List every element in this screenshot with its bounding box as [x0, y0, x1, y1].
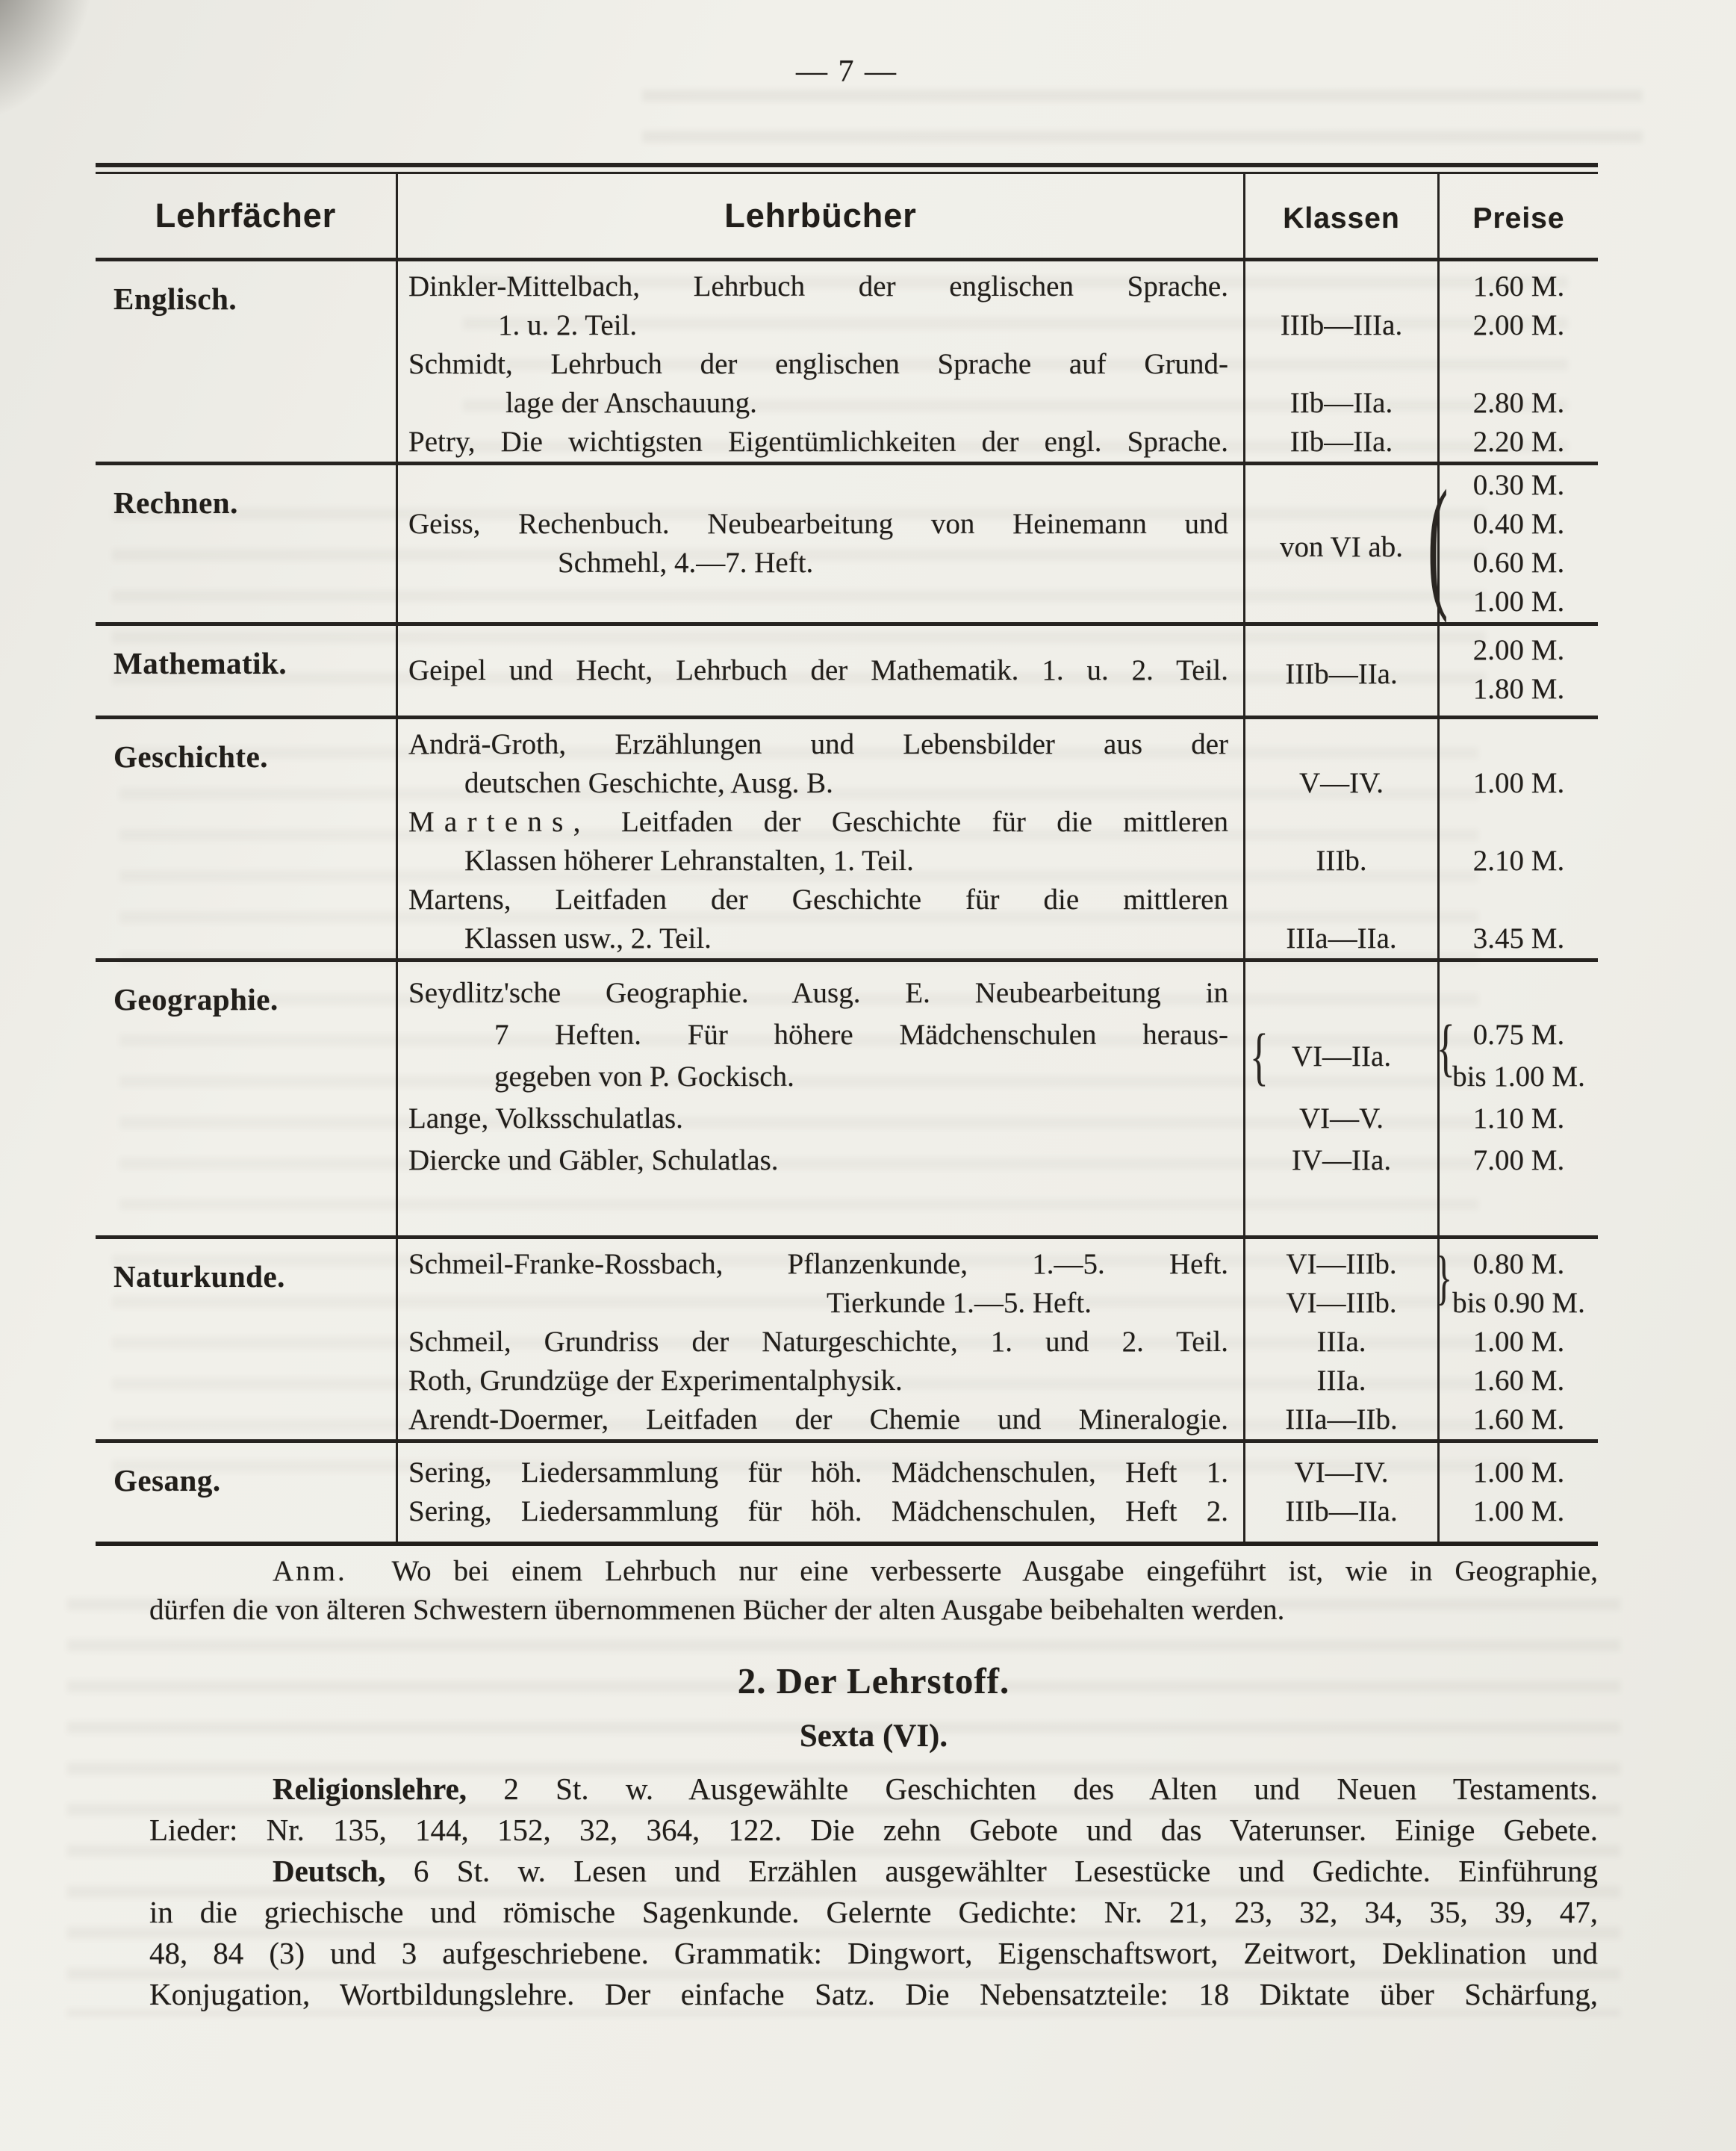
book-line: Geiss, Rechenbuch. Neubearbeitung von Heinemann und [408, 508, 1228, 540]
price-value: 1.60 M. [1472, 1403, 1565, 1435]
class-value: VI—V. [1298, 1102, 1384, 1135]
classes-cell [1243, 465, 1437, 622]
price-value: 0.30 M. [1472, 469, 1565, 501]
price-value: bis 1.00 M. [1452, 1061, 1585, 1093]
price-value: 0.75 M. [1472, 1019, 1565, 1051]
book-line: 1. u. 2. Teil. [498, 309, 638, 341]
book-line: Sering, Liedersammlung für höh. Mädchenschulen, Heft 1. [408, 1456, 1228, 1489]
book-line: Sering, Liedersammlung für höh. Mädchenschulen, Heft 2. [408, 1495, 1228, 1527]
price-value: 2.20 M. [1472, 426, 1565, 458]
table-header-row [96, 174, 1598, 258]
book-line: Schmeil-Franke-Rossbach, Pflanzenkunde, 1.—5. Heft. [408, 1248, 1228, 1280]
books-cell [396, 626, 1243, 716]
class-value: IIIa. [1316, 1326, 1366, 1358]
book-line: Arendt-Doermer, Leitfaden der Chemie und Mineralogie. [408, 1403, 1228, 1435]
price-group-brace-icon: } [1435, 1245, 1453, 1311]
section-subheading: Sexta (VI). [799, 1719, 948, 1754]
class-value: IIIb—IIIa. [1280, 309, 1403, 341]
price-value: 3.45 M. [1472, 922, 1565, 955]
book-line: Martens, Leitfaden der Geschichte für die mittleren [408, 806, 1229, 838]
price-value: 7.00 M. [1472, 1144, 1565, 1176]
deutsch-line: Konjugation, Wortbildungslehre. Der einfache Satz. Die Nebensatzteile: 18 Diktate über Schärfung, [149, 1977, 1598, 2011]
class-value: VI—IIIb. [1286, 1248, 1397, 1280]
book-line: Petry, Die wichtigsten Eigentümlichkeiten der engl. Sprache. [408, 426, 1228, 458]
table-row-gesang [96, 1443, 1598, 1542]
price-value: 1.60 M. [1472, 270, 1565, 302]
column-header-lehrfaecher: Lehrfächer [155, 196, 337, 235]
class-value: IV—IIa. [1291, 1144, 1392, 1176]
classes-cell [1243, 719, 1437, 958]
book-line: Seydlitz'sche Geographie. Ausg. E. Neubearbeitung in [408, 977, 1228, 1009]
column-header-preise: Preise [1437, 174, 1598, 258]
subject-cell: Geschichte. [113, 739, 269, 774]
subject-cell: Mathematik. [113, 646, 287, 680]
price-value: bis 0.90 M. [1452, 1287, 1585, 1319]
subject-cell: Gesang. [113, 1463, 221, 1497]
prices-cell [1437, 719, 1598, 958]
price-value: 1.00 M. [1472, 1495, 1565, 1527]
price-value: 2.10 M. [1472, 845, 1565, 877]
lehrstoff-body [149, 1769, 1598, 2015]
book-line: deutschen Geschichte, Ausg. B. [464, 767, 833, 799]
book-line: Roth, Grundzüge der Experimentalphysik. [408, 1365, 903, 1397]
price-value: 2.00 M. [1472, 309, 1565, 341]
books-cell [396, 719, 1243, 958]
book-line: Tierkunde 1.—5. Heft. [827, 1287, 1092, 1319]
price-value: 1.00 M. [1472, 586, 1565, 618]
religionslehre-line: Lieder: Nr. 135, 144, 152, 32, 364, 122. Die zehn Gebote und das Vaterunser. Einige Gebete. [149, 1813, 1598, 1847]
book-line: Dinkler-Mittelbach, Lehrbuch der englischen Sprache. [408, 270, 1228, 302]
scan-corner-shadow [0, 0, 93, 118]
book-line: Martens, Leitfaden der Geschichte für die mittleren [408, 884, 1228, 916]
price-value: 1.80 M. [1472, 673, 1565, 705]
classes-cell [1243, 1443, 1437, 1542]
price-value: 1.10 M. [1472, 1102, 1565, 1135]
classes-cell [1243, 261, 1437, 462]
table-row-geschichte [96, 719, 1598, 958]
religionslehre-line: Religionslehre, 2 St. w. Ausgewählte Geschichten des Alten und Neuen Testaments. [273, 1772, 1599, 1806]
bleedthrough-artifact [642, 90, 1643, 172]
price-value: 0.40 M. [1472, 508, 1565, 540]
prices-cell [1428, 460, 1598, 624]
page-number: — 7 — [796, 55, 897, 89]
price-value: 0.60 M. [1472, 547, 1565, 579]
classes-cell [1243, 1239, 1437, 1439]
prices-cell [1437, 626, 1598, 716]
books-cell [396, 962, 1243, 1235]
table-row-naturkunde [96, 1239, 1598, 1439]
books-cell [396, 1443, 1243, 1542]
classes-cell [1243, 626, 1437, 716]
book-line: Andrä-Groth, Erzählungen und Lebensbilder aus der [408, 728, 1228, 760]
classes-cell [1243, 962, 1437, 1235]
column-header-klassen: Klassen [1243, 174, 1437, 258]
deutsch-line: Deutsch, 6 St. w. Lesen und Erzählen ausgewählter Lesestücke und Gedichte. Einführung [273, 1854, 1599, 1888]
price-group-brace-icon: ( [1428, 460, 1449, 624]
deutsch-line: in die griechische und römische Sagenkunde. Gelernte Gedichte: Nr. 21, 23, 32, 34, 35, 39, 47, [149, 1895, 1598, 1929]
textbook-table [96, 163, 1598, 1546]
price-value: 1.60 M. [1472, 1365, 1565, 1397]
column-header-lehrbuecher: Lehrbücher [396, 174, 1243, 258]
class-group-brace-icon: { [1250, 1020, 1269, 1092]
prices-cell [1437, 1239, 1598, 1439]
book-line: Schmidt, Lehrbuch der englischen Sprache auf Grund- [408, 348, 1228, 380]
footnote-paragraph [149, 1552, 1598, 1630]
class-value: IIIa—IIa. [1286, 922, 1397, 955]
footnote-line: dürfen die von älteren Schwestern übernommenen Bücher der alten Ausgabe beibehalten werden. [149, 1594, 1285, 1626]
book-line: Geipel und Hecht, Lehrbuch der Mathematik. 1. u. 2. Teil. [408, 654, 1228, 686]
price-group-brace-icon: { [1437, 1011, 1455, 1083]
class-group [1245, 1014, 1437, 1098]
table-row-englisch [96, 261, 1598, 462]
books-cell [396, 465, 1243, 622]
deutsch-label: Deutsch, [273, 1854, 386, 1888]
books-cell [396, 1239, 1243, 1439]
religionslehre-label: Religionslehre, [273, 1772, 467, 1806]
subject-cell: Geographie. [113, 982, 279, 1016]
subject-cell: Englisch. [113, 282, 237, 316]
price-value: 2.00 M. [1472, 634, 1565, 666]
class-value: IIb—IIa. [1289, 426, 1393, 458]
deutsch-line: 48, 84 (3) und 3 aufgeschriebene. Grammatik: Dingwort, Eigenschaftswort, Zeitwort, Deklination und [149, 1936, 1598, 1970]
class-value: VI—IV. [1294, 1456, 1389, 1489]
class-value: IIIb—IIa. [1285, 1495, 1398, 1527]
subject-cell: Rechnen. [113, 485, 238, 520]
price-value: 1.00 M. [1472, 767, 1565, 799]
table-row-mathematik [96, 626, 1598, 716]
book-line: Schmehl, 4.—7. Heft. [558, 547, 814, 579]
class-value: VI—IIa. [1291, 1040, 1392, 1073]
class-value: IIIb—IIa. [1285, 657, 1398, 690]
class-value: VI—IIIb. [1286, 1287, 1397, 1319]
price-value: 0.80 M. [1472, 1248, 1565, 1280]
book-line: 7 Heften. Für höhere Mädchenschulen heraus- [494, 1019, 1228, 1051]
book-line: Schmeil, Grundriss der Naturgeschichte, 1. und 2. Teil. [408, 1326, 1228, 1358]
class-value: von VI ab. [1279, 530, 1403, 563]
prices-cell [1437, 261, 1598, 462]
prices-cell [1437, 962, 1598, 1235]
book-line: Lange, Volksschulatlas. [408, 1102, 683, 1135]
book-line: Diercke und Gäbler, Schulatlas. [408, 1144, 779, 1176]
book-line: lage der Anschauung. [505, 387, 757, 419]
books-cell [396, 261, 1243, 462]
table-row-rechnen [96, 460, 1598, 624]
table-bottom-rule [96, 1542, 1598, 1546]
book-line: gegeben von P. Gockisch. [494, 1061, 794, 1093]
price-value: 1.00 M. [1472, 1456, 1565, 1489]
class-value: IIIa. [1316, 1365, 1366, 1397]
price-value: 2.80 M. [1472, 387, 1565, 419]
section-heading: 2. Der Lehrstoff. [737, 1660, 1010, 1701]
class-value: IIIa—IIb. [1285, 1403, 1398, 1435]
subject-cell: Naturkunde. [113, 1259, 285, 1294]
class-value: IIIb. [1316, 845, 1367, 877]
table-top-rule [96, 163, 1598, 174]
book-line: Klassen usw., 2. Teil. [464, 922, 712, 955]
class-value: V—IV. [1298, 767, 1384, 799]
prices-cell [1437, 1443, 1598, 1542]
class-value: IIb—IIa. [1289, 387, 1393, 419]
footnote-label: Anm. [273, 1555, 347, 1587]
book-line: Klassen höherer Lehranstalten, 1. Teil. [464, 845, 914, 877]
book-author: Martens, [408, 806, 591, 838]
price-value: 1.00 M. [1472, 1326, 1565, 1358]
footnote-line: Anm. Wo bei einem Lehrbuch nur eine verbesserte Ausgabe eingeführt ist, wie in Geographie, [273, 1555, 1599, 1587]
table-row-geographie [96, 962, 1598, 1235]
